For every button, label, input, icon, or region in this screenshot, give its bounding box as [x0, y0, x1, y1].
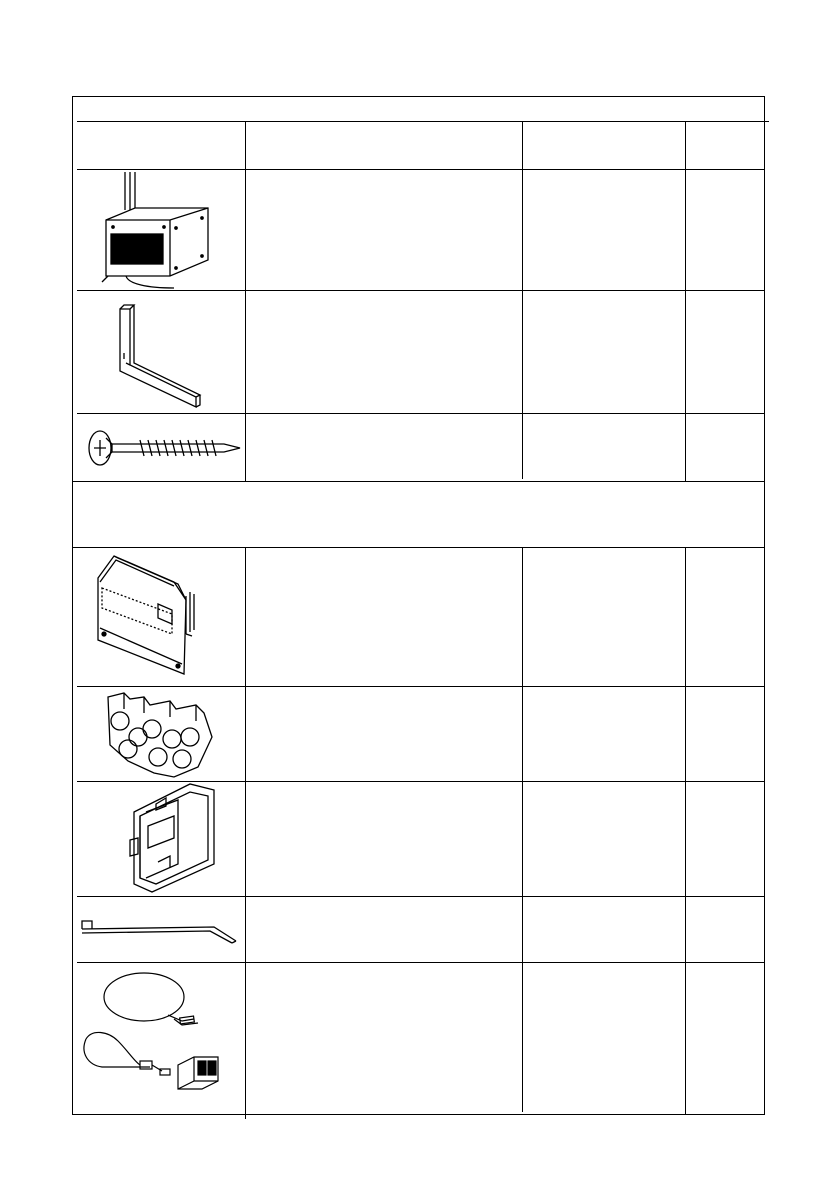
- column-divider: [522, 121, 523, 479]
- wall-mounted-unit-icon: [78, 170, 244, 290]
- section-divider: [73, 481, 765, 482]
- cable-harness-icon: [78, 963, 244, 1113]
- column-divider: [245, 547, 246, 1119]
- terminal-block-icon: [78, 687, 244, 781]
- cable-tie-icon: [78, 897, 244, 962]
- column-divider: [245, 121, 246, 481]
- column-divider: [685, 547, 686, 1115]
- mounting-plate-icon: [78, 782, 244, 896]
- l-shaped-bracket-icon: [78, 291, 244, 413]
- column-divider: [685, 121, 686, 481]
- control-box-icon: [78, 548, 244, 686]
- table-header-rule: [77, 121, 769, 122]
- column-divider: [522, 547, 523, 1112]
- screw-icon: [78, 414, 244, 481]
